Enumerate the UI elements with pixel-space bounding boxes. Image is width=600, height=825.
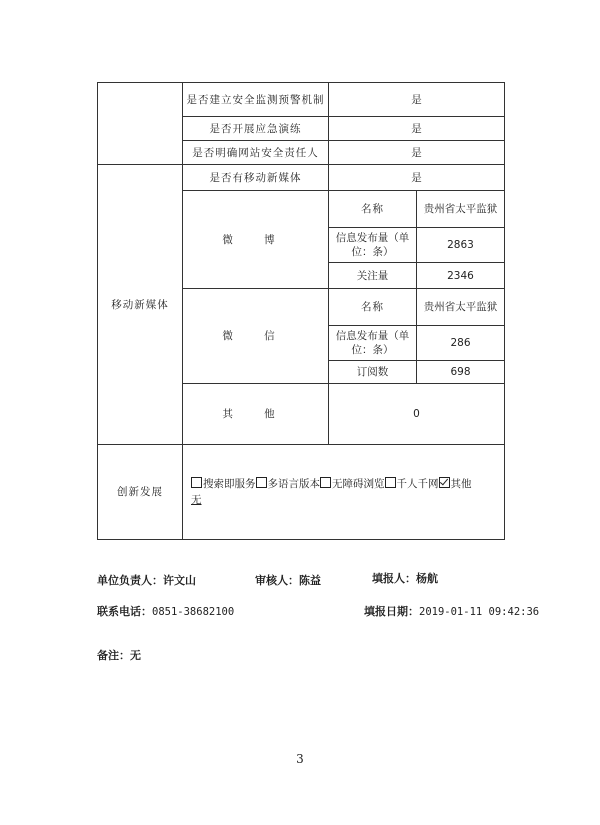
row-label: 是否明确网站安全责任人 bbox=[183, 141, 329, 165]
checked-checkbox-icon[interactable] bbox=[439, 477, 450, 488]
innovation-other-text: 无 bbox=[191, 494, 202, 506]
section-label-mobile: 移动新媒体 bbox=[98, 165, 183, 445]
reviewer-line: 审核人：陈益 bbox=[255, 574, 321, 587]
row-value: 是 bbox=[329, 83, 505, 117]
weibo-posts-value: 2863 bbox=[417, 228, 505, 263]
page-number: 3 bbox=[296, 752, 304, 766]
checkbox-option[interactable]: 其他 bbox=[439, 478, 472, 490]
filler-name: 杨航 bbox=[416, 572, 438, 585]
weixin-sub-label: 订阅数 bbox=[329, 361, 417, 384]
section-label-innovation: 创新发展 bbox=[98, 445, 183, 540]
checkbox-icon[interactable] bbox=[191, 477, 202, 488]
note-value: 无 bbox=[130, 649, 141, 662]
checkbox-icon[interactable] bbox=[385, 477, 396, 488]
table-row bbox=[98, 165, 505, 191]
report-table bbox=[97, 82, 505, 540]
other-value: 0 bbox=[329, 384, 505, 445]
checkbox-icon[interactable] bbox=[256, 477, 267, 488]
weibo-label: 微 博 bbox=[183, 191, 329, 289]
checkbox-icon[interactable] bbox=[320, 477, 331, 488]
note-line: 备注：无 bbox=[97, 649, 141, 662]
row-label: 是否建立安全监测预警机制 bbox=[183, 83, 329, 117]
weibo-follow-label: 关注量 bbox=[329, 263, 417, 289]
date-line: 填报日期：2019-01-11 09:42:36 bbox=[364, 605, 540, 618]
row-label: 是否开展应急演练 bbox=[183, 117, 329, 141]
weixin-sub-value: 698 bbox=[417, 361, 505, 384]
other-label: 其 他 bbox=[183, 384, 329, 445]
weibo-follow-value: 2346 bbox=[417, 263, 505, 289]
table-row bbox=[98, 445, 505, 540]
checkbox-option[interactable]: 搜索即服务 bbox=[191, 478, 256, 490]
unit-head-name: 许文山 bbox=[163, 574, 196, 587]
weixin-posts-label: 信息发布量（单位：条） bbox=[329, 326, 417, 361]
reviewer-name: 陈益 bbox=[299, 574, 321, 587]
checkbox-option[interactable]: 无障碍浏览 bbox=[320, 478, 385, 490]
filler-line: 填报人：杨航 bbox=[372, 572, 438, 585]
weixin-name-label: 名称 bbox=[329, 289, 417, 326]
row-value: 是 bbox=[329, 141, 505, 165]
date-value: 2019-01-11 09:42:36 bbox=[419, 606, 540, 618]
phone-line: 联系电话：0851-38682100 bbox=[97, 605, 235, 618]
weibo-name-value: 贵州省太平监狱 bbox=[417, 191, 505, 228]
weixin-posts-value: 286 bbox=[417, 326, 505, 361]
row-label: 是否有移动新媒体 bbox=[183, 165, 329, 191]
checkbox-option[interactable]: 千人千网 bbox=[385, 478, 439, 490]
checkbox-option[interactable]: 多语言版本 bbox=[256, 478, 321, 490]
table-row bbox=[98, 83, 505, 117]
weibo-posts-label: 信息发布量（单位：条） bbox=[329, 228, 417, 263]
row-value: 是 bbox=[329, 117, 505, 141]
innovation-options bbox=[183, 445, 505, 540]
weibo-name-label: 名称 bbox=[329, 191, 417, 228]
unit-head-line: 单位负责人：许文山 bbox=[97, 574, 196, 587]
weixin-name-value: 贵州省太平监狱 bbox=[417, 289, 505, 326]
phone-value: 0851-38682100 bbox=[152, 606, 235, 618]
weixin-label: 微 信 bbox=[183, 289, 329, 384]
table-row bbox=[98, 117, 505, 141]
table-row bbox=[98, 141, 505, 165]
row-value: 是 bbox=[329, 165, 505, 191]
